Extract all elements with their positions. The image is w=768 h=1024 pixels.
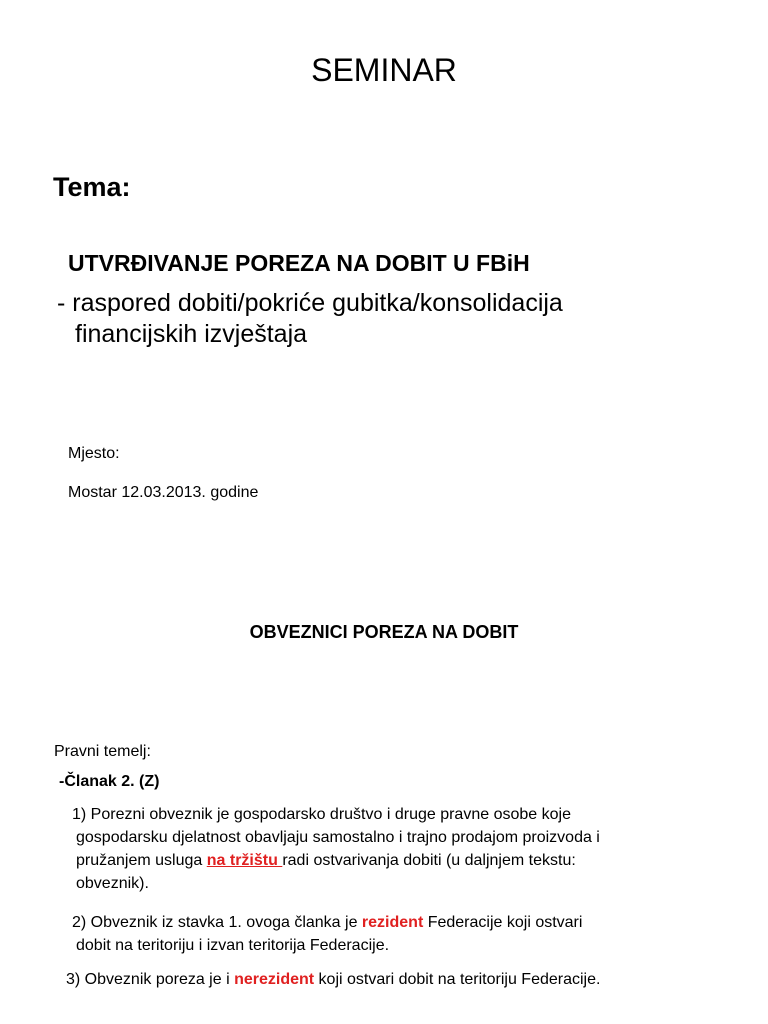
- paragraph-1-line-3-text-b: radi ostvarivanja dobiti (u daljnjem tekstu:: [282, 852, 576, 869]
- legal-basis-label: Pravni temelj:: [54, 743, 151, 760]
- paragraph-2-text-b: Federacije koji ostvari: [423, 914, 583, 931]
- paragraph-2: [72, 911, 582, 957]
- paragraph-1-line-2: gospodarsku djelatnost obavljaju samostalno i trajno prodajom proizvoda i: [76, 829, 600, 846]
- paragraph-1: [72, 803, 600, 895]
- highlight-rezident: rezident: [361, 914, 424, 931]
- paragraph-1-line-4: obveznik).: [76, 875, 149, 892]
- paragraph-3: [66, 968, 600, 991]
- section-heading: OBVEZNICI POREZA NA DOBIT: [249, 622, 519, 642]
- paragraph-1-line-3-text-a: pružanjem usluga: [76, 852, 207, 869]
- paragraph-3-text-b: koji ostvari dobit na teritoriju Federacije.: [314, 971, 601, 988]
- place-label: Mjesto:: [68, 445, 120, 462]
- paragraph-2-text-a: 2) Obveznik iz stavka 1. ovoga članka je: [72, 914, 362, 931]
- paragraph-3-text-a: 3) Obveznik poreza je i: [66, 971, 235, 988]
- slide-title: SEMINAR: [311, 52, 457, 88]
- seminar-subject: UTVRĐIVANJE POREZA NA DOBIT U FBiH: [68, 250, 530, 276]
- subtitle-line-2: financijskih izvještaja: [75, 320, 308, 348]
- article-reference: -Članak 2. (Z): [59, 773, 160, 790]
- paragraph-1-line-1: 1) Porezni obveznik je gospodarsko društvo i druge pravne osobe koje: [72, 806, 571, 823]
- topic-label: Tema:: [53, 172, 131, 202]
- subtitle-line-1: - raspored dobiti/pokriće gubitka/konsolidacija: [57, 289, 563, 317]
- place-date-value: Mostar 12.03.2013. godine: [68, 484, 259, 501]
- highlight-nerezident: nerezident: [234, 971, 315, 988]
- paragraph-2-line-1: [72, 911, 582, 934]
- paragraph-1-line-3: [72, 849, 600, 872]
- paragraph-2-line-2: dobit na teritoriju i izvan teritorija Federacije.: [76, 937, 390, 954]
- highlight-na-trzistu: na tržištu: [206, 852, 283, 869]
